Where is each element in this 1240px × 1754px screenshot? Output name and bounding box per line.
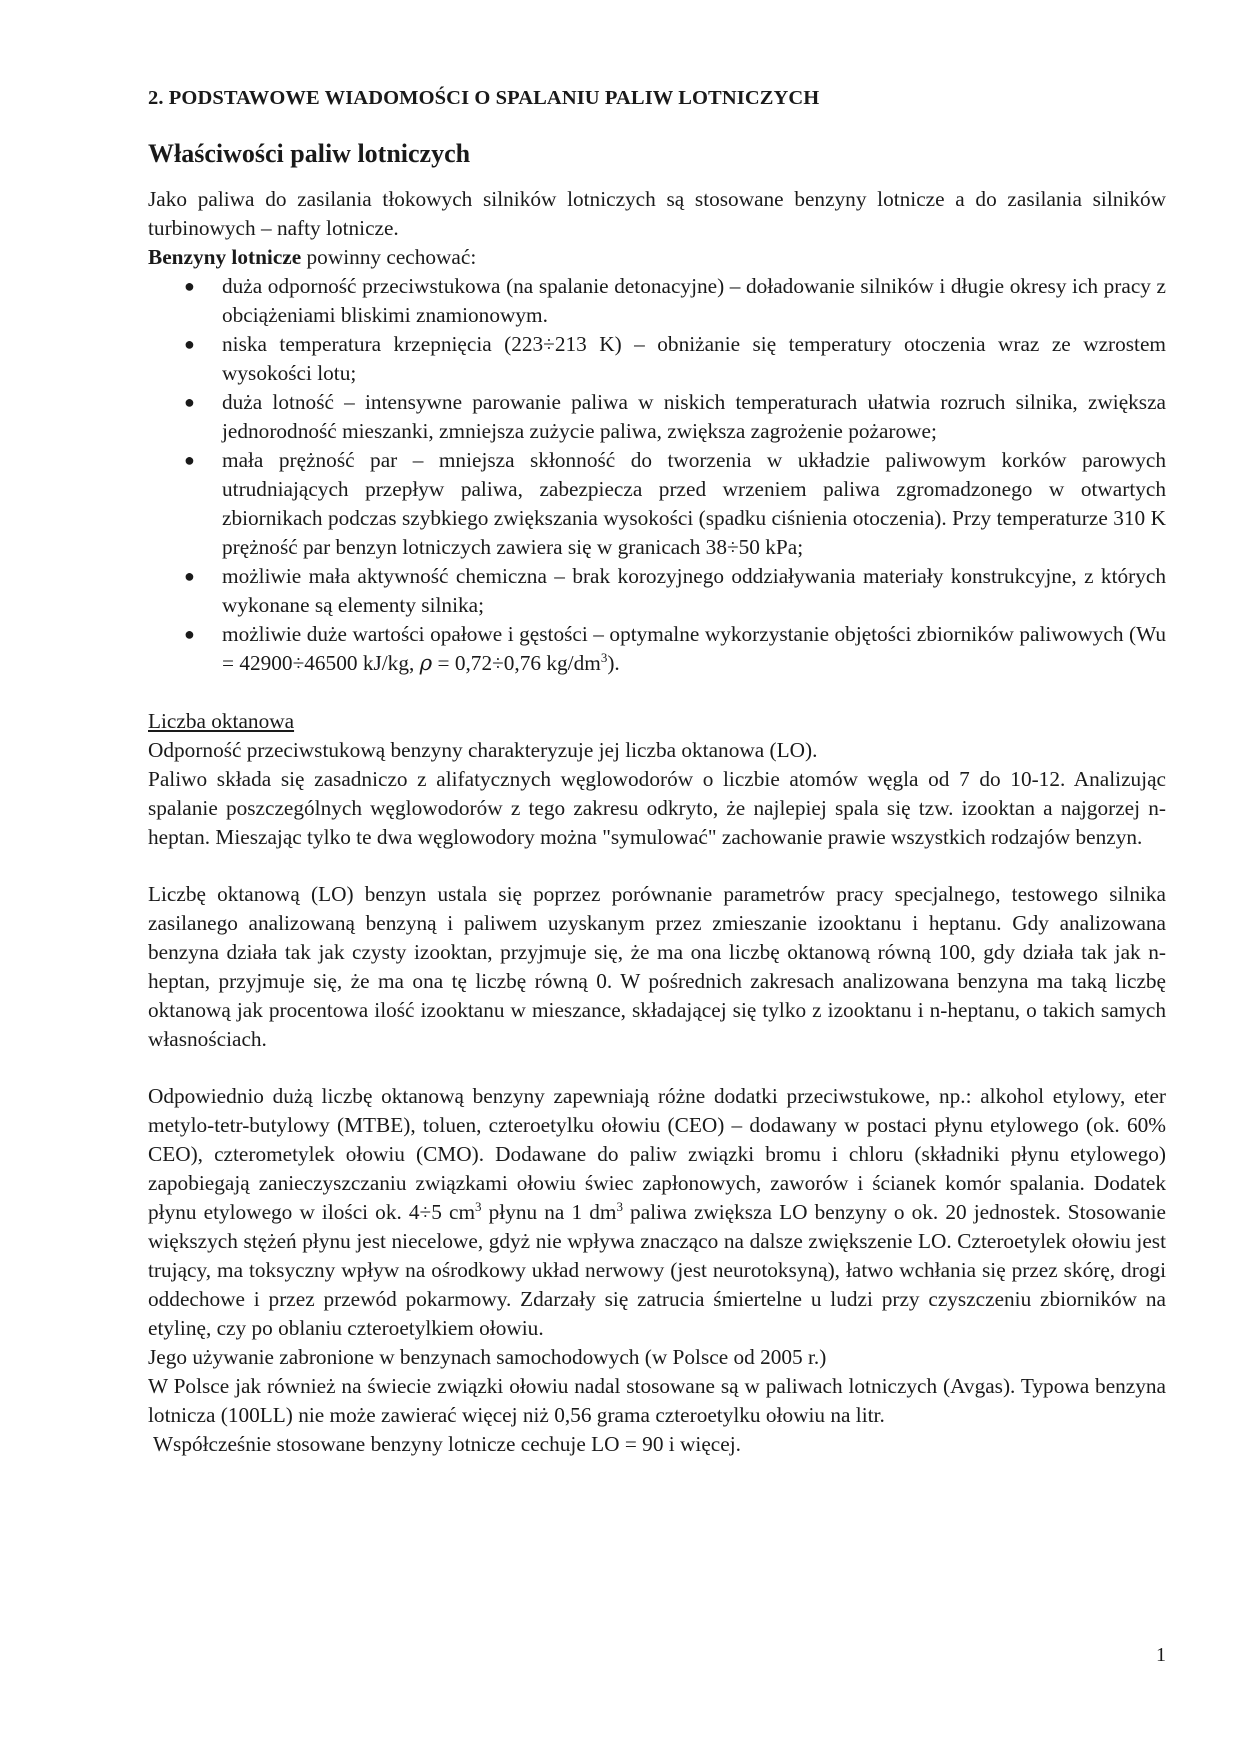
- superscript: 3: [600, 649, 608, 665]
- octane-paragraph-2: Paliwo składa się zasadniczo z alifatycznych węglowodorów o liczbie atomów węgla od 7 do 10-12. Analizując spalanie poszczególnych węglowodorów z tego zakresu odkryto, że najlepiej spala się tzw. izooktan a najgorzej n-heptan. Mieszając tylko te dwa węglowodory można "symulować" zachowanie prawie wszystkich rodzajów benzyn.: [148, 767, 1166, 849]
- additives-text-b: płynu na 1 dm: [481, 1200, 617, 1224]
- bullet-icon: ●: [184, 334, 195, 354]
- list-item: [148, 562, 1166, 620]
- list-item: [148, 620, 1166, 678]
- bullet-icon: ●: [184, 566, 195, 586]
- requirement-text: duża lotność – intensywne parowanie paliwa w niskich temperaturach ułatwia rozruch silnika, zwiększa jednorodność mieszanki, zmniejsza zużycie paliwa, zwiększa zagrożenie pożarowe;: [222, 390, 1166, 443]
- requirement-text: możliwie duże wartości opałowe i gęstości – optymalne wykorzystanie objętości zbiorników paliwowych (Wu = 42900÷46500 kJ/kg,: [222, 622, 1166, 675]
- page-number: 1: [1156, 1644, 1166, 1666]
- bullet-icon: ●: [184, 276, 195, 296]
- chapter-title: 2. PODSTAWOWE WIADOMOŚCI O SPALANIU PALIW LOTNICZYCH: [148, 87, 820, 109]
- bullet-icon: ●: [184, 450, 195, 470]
- list-item: [148, 446, 1166, 562]
- octane-heading: [148, 707, 1166, 736]
- list-item: [148, 388, 1166, 446]
- requirement-text: możliwie mała aktywność chemiczna – brak korozyjnego oddziaływania materiały konstrukcyjne, z których wykonane są elementy silnika;: [222, 564, 1166, 617]
- requirement-text-b: = 0,72÷0,76 kg/dm: [432, 651, 601, 675]
- list-item: [148, 272, 1166, 330]
- requirement-text: niska temperatura krzepnięcia (223÷213 K) – obniżanie się temperatury otoczenia wraz ze wzrostem wysokości lotu;: [222, 332, 1166, 385]
- octane-paragraph-3: Liczbę oktanową (LO) benzyn ustala się poprzez porównanie parametrów pracy specjalnego, testowego silnika zasilanego analizowaną benzyną i paliwem uzyskanym przez zmieszanie izooktanu i heptanu. Gdy analizowana benzyna działa tak jak czysty izooktan, przyjmuje się, że ma ona liczbę oktanową równą 100, gdy działa tak jak n-heptan, przyjmuje się, że ma ona tę liczbę równą 0. W pośrednich zakresach analizowana benzyna ma taką liczbę oktanową jak procentowa ilość izooktanu w mieszance, składającej się tylko z izooktanu i n-heptanu, o takich samych własnościach.: [148, 882, 1166, 1051]
- intro-paragraph: Jako paliwa do zasilania tłokowych silników lotniczych są stosowane benzyny lotnicze a do zasilania silników turbinowych – nafty lotnicze.: [148, 187, 1166, 240]
- poland-paragraph: W Polsce jak również na świecie związki ołowiu nadal stosowane są w paliwach lotniczych (Avgas). Typowa benzyna lotnicza (100LL) nie może zawierać więcej niż 0,56 grama czteroetylku ołowiu na litr.: [148, 1374, 1166, 1427]
- superscript: 3: [475, 1198, 482, 1214]
- additives-text-a: Odpowiednio dużą liczbę oktanową benzyny zapewniają różne dodatki przeciwstukowe, np.: alkohol etylowy, eter metylo-tetr-butylowy (MTBE), toluen, czteroetylku ołowiu (CEO) – dodawany w postaci płynu etylowego (ok. 60% CEO), czterometylek ołowiu (CMO). Dodawane do paliw związki bromu i chloru (składniki płynu etylowego) zapobiegają zanieczyszczaniu związkami ołowiu świec zapłonowych, zaworów i ścianek komór spalania. Dodatek płynu etylowego w ilości ok. 4÷5 cm: [148, 1084, 1166, 1224]
- benzyny-lead: [148, 243, 1166, 272]
- bullet-icon: ●: [184, 624, 195, 644]
- rho-symbol: ρ: [419, 651, 433, 676]
- final-line: Współcześnie stosowane benzyny lotnicze cechuje LO = 90 i więcej.: [148, 1432, 741, 1456]
- benzyny-lead-bold: Benzyny lotnicze: [148, 245, 302, 269]
- list-item: [148, 330, 1166, 388]
- additives-paragraph: [148, 1082, 1166, 1343]
- ban-line: Jego używanie zabronione w benzynach samochodowych (w Polsce od 2005 r.): [148, 1345, 827, 1369]
- document-page: [148, 84, 1166, 1459]
- additives-text-c: paliwa zwiększa LO benzyny o ok. 20 jednostek. Stosowanie większych stężeń płynu jest niecelowe, gdyż nie wpływa znacząco na dalsze zwiększenie LO. Czteroetylek ołowiu jest trujący, ma toksyczny wpływ na ośrodkowy układ nerwowy (jest neurotoksyną), łatwo wchłania się przez skórę, drogi oddechowe i przez przewód pokarmowy. Zdarzały się zatrucia śmiertelne u ludzi przy czyszczeniu zbiorników na etylinę, czy po oblaniu czteroetylkiem ołowiu.: [148, 1200, 1166, 1340]
- requirements-list: [148, 272, 1166, 678]
- bullet-icon: ●: [184, 392, 195, 412]
- octane-heading-text: Liczba oktanowa: [148, 709, 295, 733]
- octane-paragraph-1: Odporność przeciwstukową benzyny charakteryzuje jej liczba oktanowa (LO).: [148, 738, 818, 762]
- requirement-text: duża odporność przeciwstukowa (na spalanie detonacyjne) – doładowanie silników i długie okresy ich pracy z obciążeniami bliskimi znamionowym.: [222, 274, 1166, 327]
- requirement-text-c: ).: [607, 651, 620, 675]
- superscript: 3: [616, 1198, 623, 1214]
- section-title: Właściwości paliw lotniczych: [148, 139, 471, 168]
- requirement-text: mała prężność par – mniejsza skłonność do tworzenia w układzie paliwowym korków parowych utrudniających przepływ paliwa, zabezpiecza przed wrzeniem paliwa zgromadzonego w otwartych zbiornikach podczas szybkiego zwiększania wysokości (spadku ciśnienia otoczenia). Przy temperaturze 310 K prężność par benzyn lotniczych zawiera się w granicach 38÷50 kPa;: [222, 448, 1166, 559]
- benzyny-lead-rest: powinny cechować:: [301, 245, 477, 269]
